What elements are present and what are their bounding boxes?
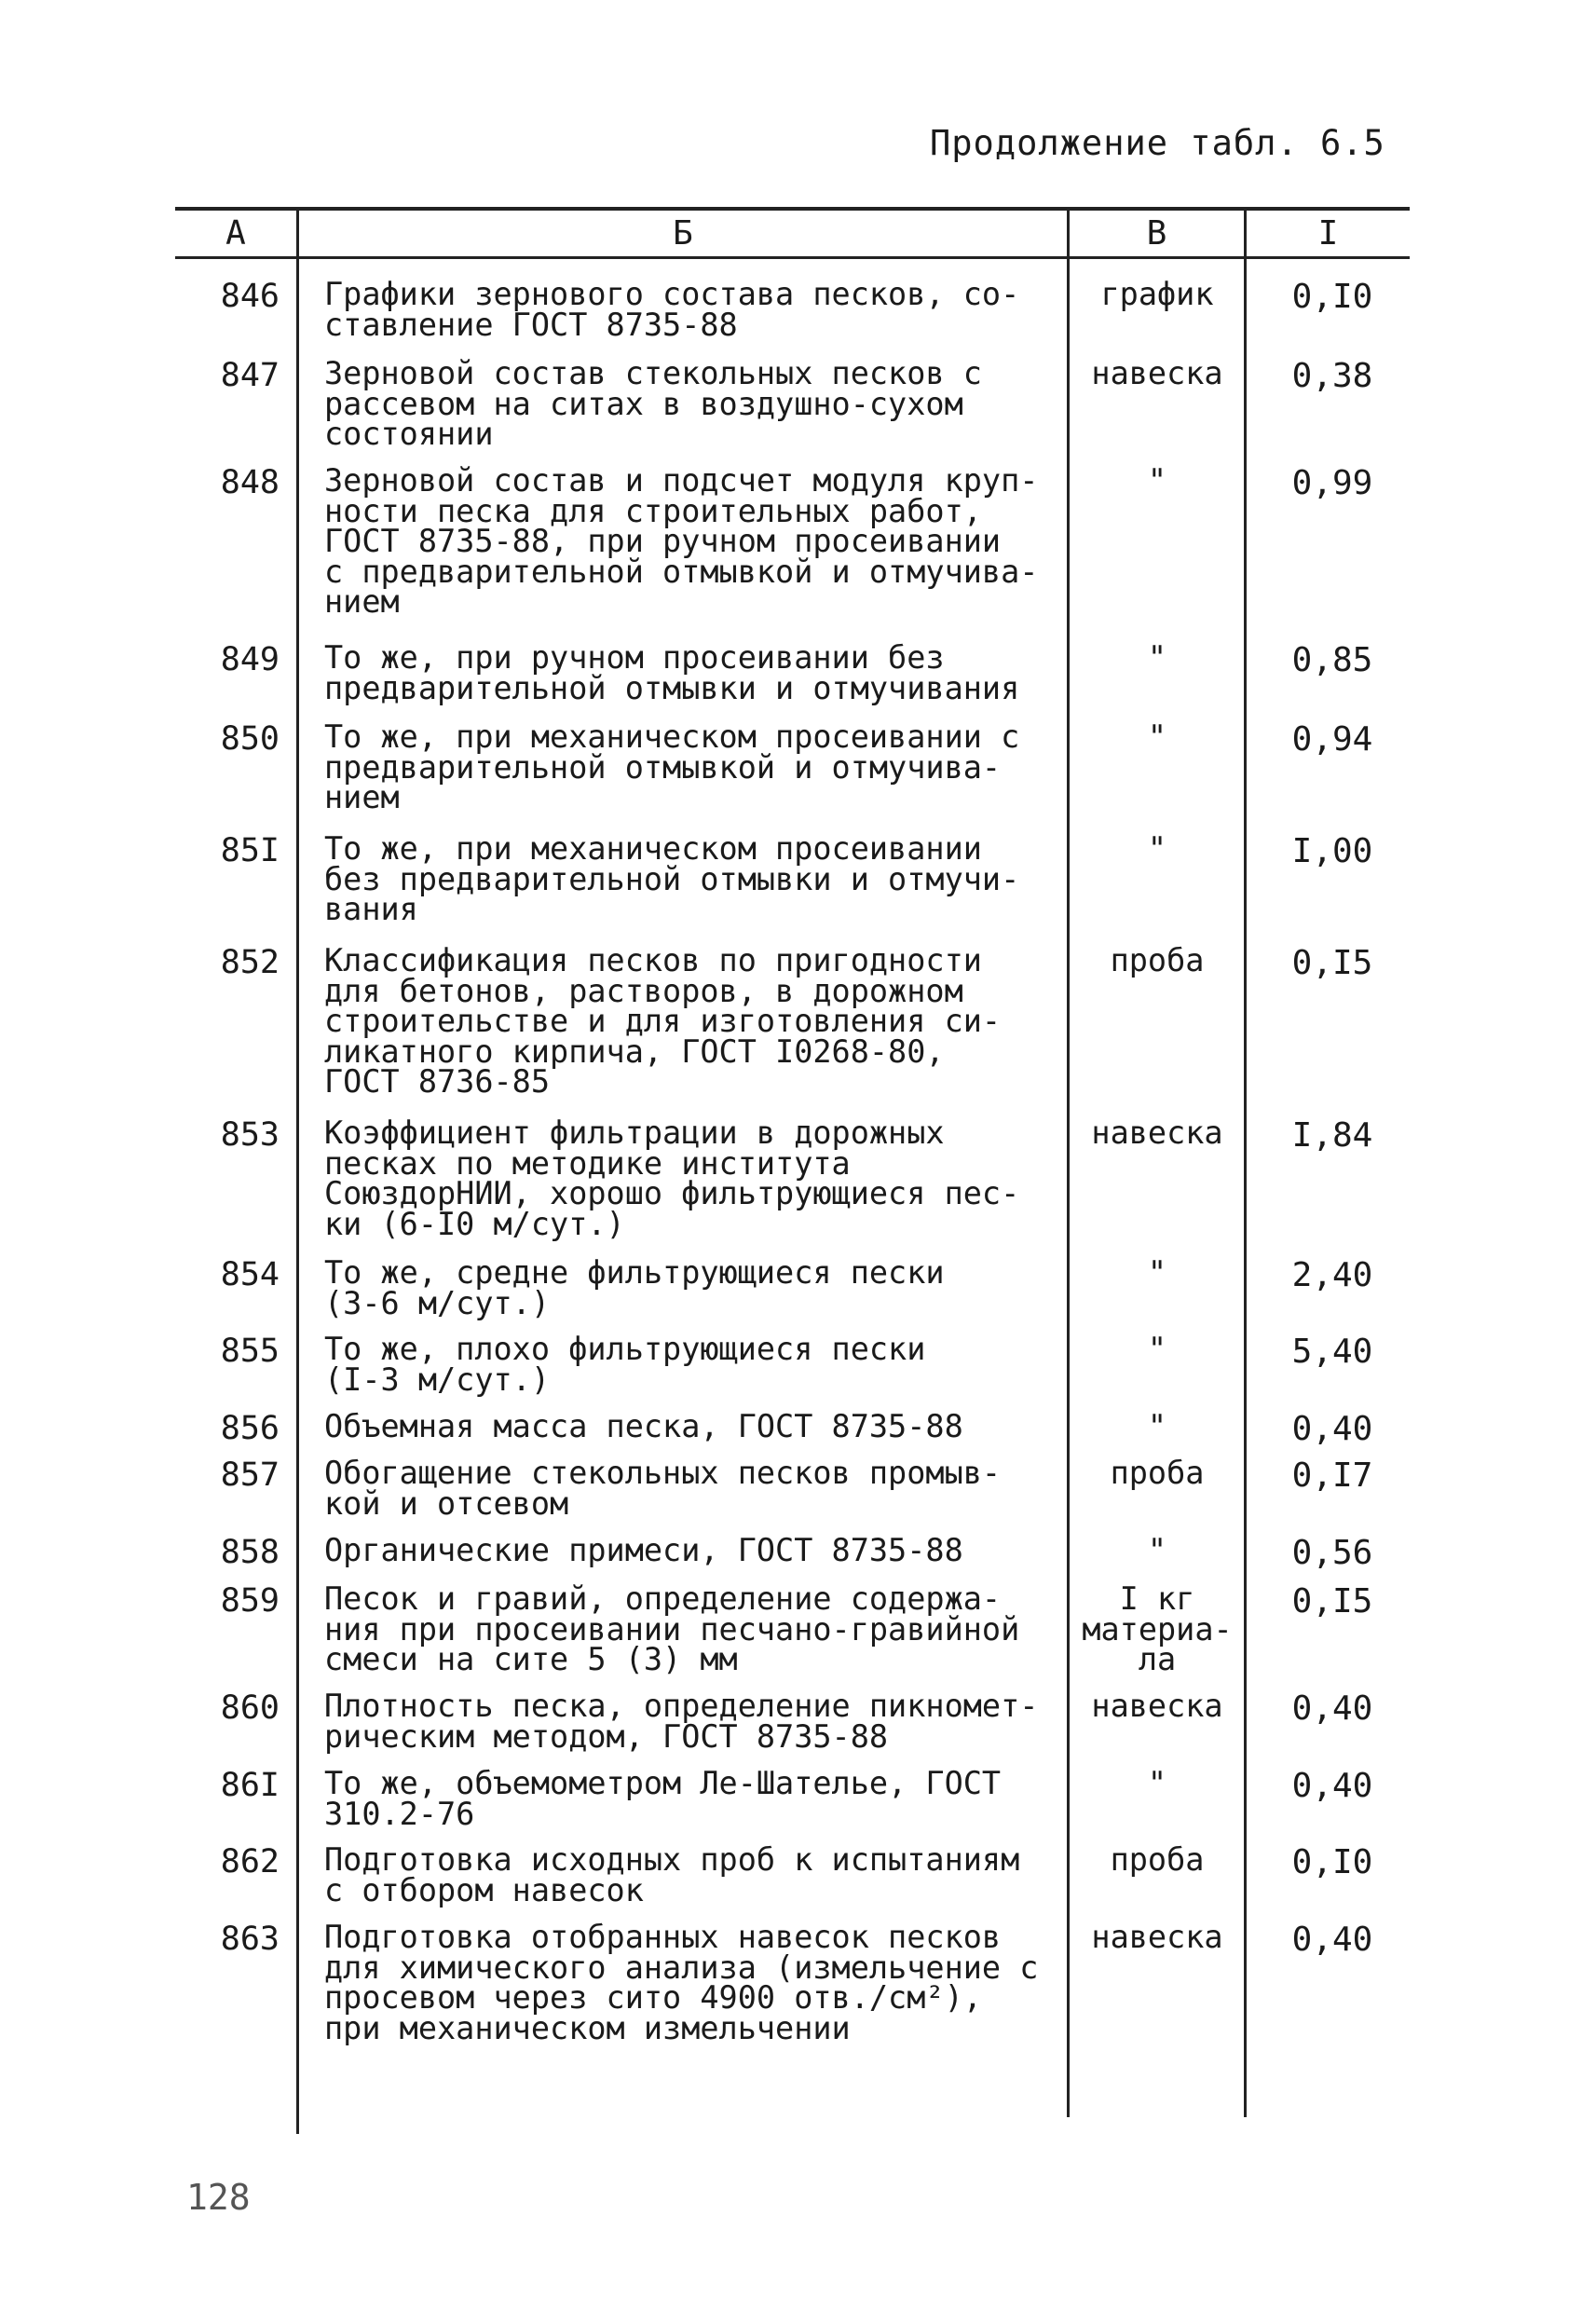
row-description: Объемная масса песка, ГОСТ 8735-88 [324,1408,963,1444]
row-number: 847 [220,357,280,394]
row-value: 0,40 [1291,1410,1373,1448]
row-description: То же, при механическом просеивании с предварительной отмывкой и отмучива- нием [324,718,1020,815]
column-divider [1244,209,1247,2117]
column-header-v: В [1146,214,1167,253]
row-unit: проба [1110,1841,1205,1878]
row-number: 858 [220,1534,280,1571]
row-unit: " [1147,830,1167,867]
row-value: I,00 [1291,832,1373,870]
row-number: 852 [220,944,280,981]
row-number: 856 [220,1410,280,1447]
row-value: 0,85 [1291,641,1373,679]
row-number: 848 [220,464,280,501]
row-unit: график [1100,276,1214,312]
row-unit: проба [1110,1455,1205,1491]
row-unit: " [1147,639,1167,676]
row-unit: " [1147,462,1167,499]
row-description: Подготовка отобранных навесок песков для химического анализа (измельчение с просевом через сито 4900 отв./см²), при механическом измельчении [324,1919,1039,2046]
row-value: 0,56 [1291,1534,1373,1572]
row-description: То же, при ручном просеивании без предварительной отмывки и отмучивания [324,639,1020,706]
row-number: 857 [220,1456,280,1494]
row-unit: проба [1110,942,1205,978]
row-value: 0,40 [1291,1767,1373,1805]
column-header-b: Б [673,214,693,253]
row-value: 5,40 [1291,1333,1373,1371]
row-number: 849 [220,641,280,678]
row-unit: " [1147,1532,1167,1568]
row-description: То же, при механическом просеивании без предварительной отмывки и отмучи- вания [324,830,1020,927]
row-number: 850 [220,720,280,758]
row-description: То же, объемометром Ле-Шателье, ГОСТ 310.2-76 [324,1765,1002,1832]
table-header-rule [175,256,1410,259]
row-value: 0,I5 [1291,1582,1373,1620]
row-value: 0,I7 [1291,1456,1373,1495]
row-number: 853 [220,1116,280,1154]
row-description: Органические примеси, ГОСТ 8735-88 [324,1532,963,1568]
column-divider [296,209,299,2134]
row-number: 863 [220,1921,280,1958]
row-description: Песок и гравий, определение содержа- ния при просеивании песчано-гравийной смеси на сите 5 (3) мм [324,1580,1020,1677]
column-header-a: А [225,214,246,253]
row-unit: навеска [1091,1919,1223,1955]
row-unit: I кг материа- ла [1082,1580,1233,1677]
row-description: Подготовка исходных проб к испытаниям с отбором навесок [324,1841,1020,1908]
row-unit: " [1147,1331,1167,1367]
row-description: То же, плохо фильтрующиеся пески (I-3 м/сут.) [324,1331,926,1398]
row-unit: навеска [1091,1114,1223,1151]
row-value: 0,40 [1291,1689,1373,1728]
row-value: 0,99 [1291,464,1373,502]
row-number: 86I [220,1767,280,1804]
row-unit: навеска [1091,1688,1223,1724]
row-number: 859 [220,1582,280,1620]
row-value: 0,I5 [1291,944,1373,982]
row-description: Графики зернового состава песков, со- ставление ГОСТ 8735-88 [324,276,1020,343]
row-description: Зерновой состав и подсчет модуля круп- ности песка для строительных работ, ГОСТ 8735-88, при ручном просеивании с предварительной отмывкой и отмучива- нием [324,462,1039,620]
row-unit: навеска [1091,355,1223,391]
row-number: 854 [220,1256,280,1293]
row-value: 0,94 [1291,720,1373,759]
row-description: Классификация песков по пригодности для бетонов, растворов, в дорожном строительстве и для изготовления си- ликатного кирпича, ГОСТ I0268-80, ГОСТ 8736-85 [324,942,1002,1100]
row-description: Плотность песка, определение пикномет- рическим методом, ГОСТ 8735-88 [324,1688,1039,1755]
row-number: 862 [220,1843,280,1880]
row-value: 0,I0 [1291,278,1373,316]
column-header-g: I [1317,214,1339,253]
page-number: 128 [186,2177,251,2218]
table-top-rule [175,207,1410,211]
table-caption: Продолжение табл. 6.5 [930,123,1385,163]
row-value: 2,40 [1291,1256,1373,1294]
row-unit: " [1147,718,1167,755]
row-description: Зерновой состав стекольных песков с рассевом на ситах в воздушно-сухом состоянии [324,355,982,452]
row-number: 85I [220,832,280,869]
row-description: Коэффициент фильтрации в дорожных песках по методике института СоюздорНИИ, хорошо фильтрующиеся пес- ки (6-I0 м/сут.) [324,1114,1020,1242]
row-number: 846 [220,278,280,315]
row-unit: " [1147,1254,1167,1291]
row-unit: " [1147,1408,1167,1444]
row-description: То же, средне фильтрующиеся пески (3-6 м/сут.) [324,1254,945,1321]
row-unit: " [1147,1765,1167,1801]
row-value: 0,38 [1291,357,1373,395]
row-number: 855 [220,1333,280,1370]
row-value: 0,40 [1291,1921,1373,1959]
row-description: Обогащение стекольных песков промыв- кой и отсевом [324,1455,1002,1522]
row-number: 860 [220,1689,280,1727]
row-value: I,84 [1291,1116,1373,1155]
row-value: 0,I0 [1291,1843,1373,1881]
